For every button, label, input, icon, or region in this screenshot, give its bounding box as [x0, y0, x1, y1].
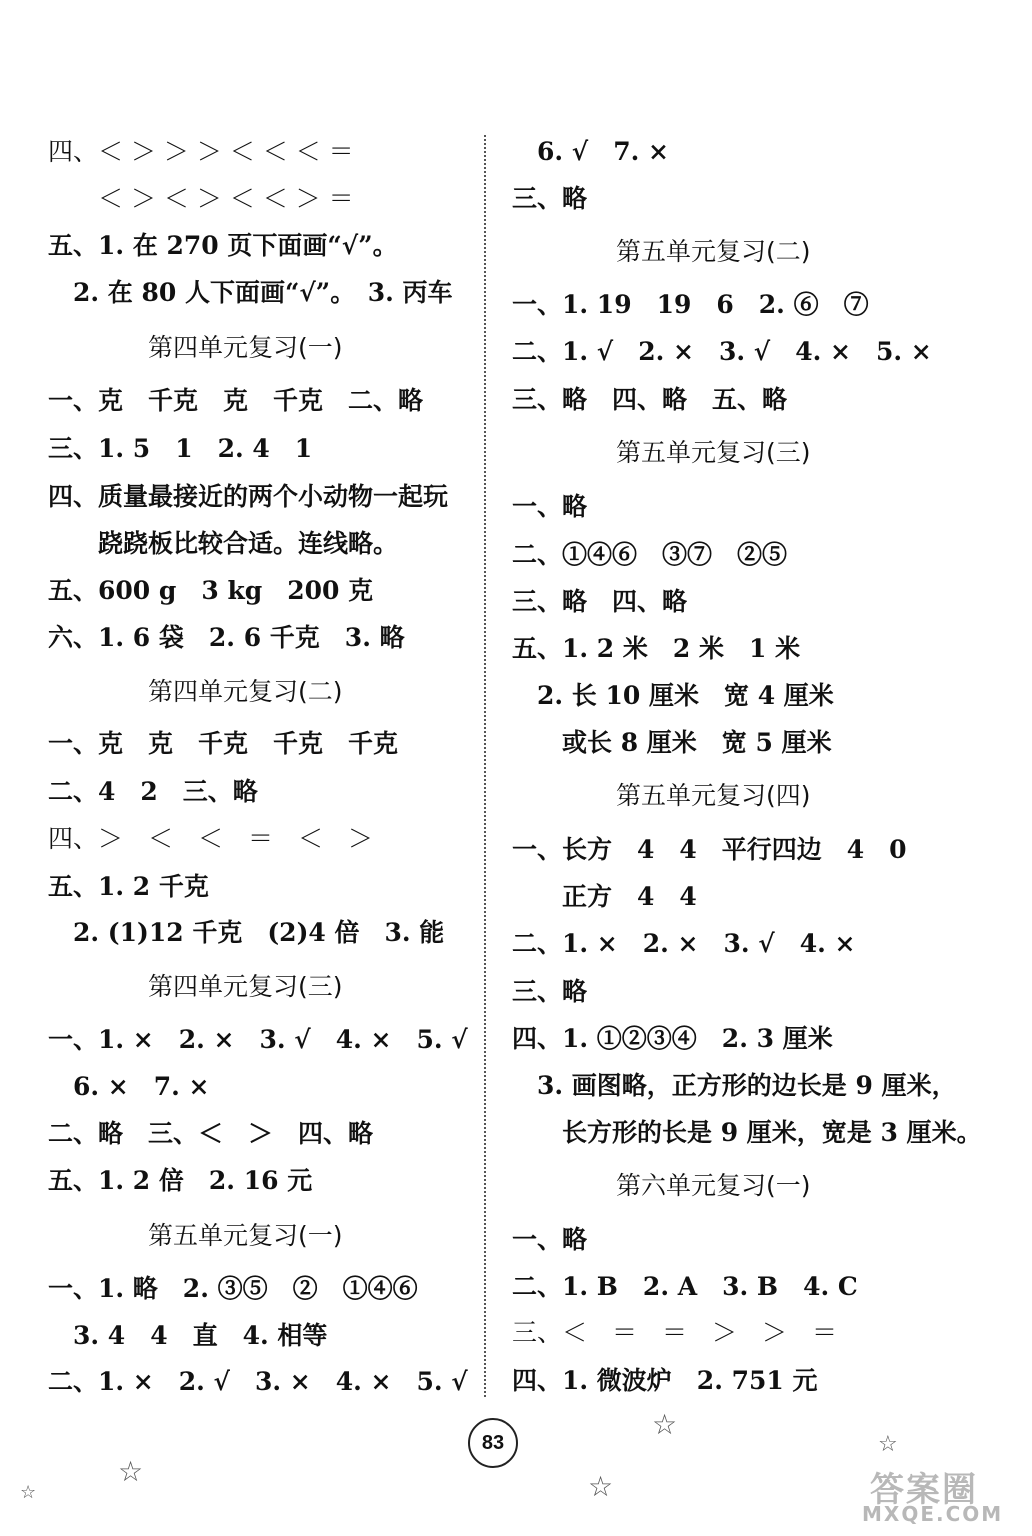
section-title: 第五单元复习(一): [148, 1221, 343, 1250]
answer-line: 五、1. 2 千克: [48, 872, 209, 901]
answer-line: 3. 画图略，正方形的边长是 9 厘米，: [512, 1071, 957, 1100]
answer-line: 一、略: [512, 1225, 588, 1254]
answer-line: 三、略 四、略 五、略: [512, 385, 788, 414]
answer-line: 长方形的长是 9 厘米，宽是 3 厘米。: [512, 1118, 982, 1147]
answer-line: 3. 4 4 直 4. 相等: [48, 1321, 328, 1350]
answer-line: 2. 在 80 人下面画“√”。 3. 丙车: [48, 278, 453, 307]
answer-line: 二、4 2 三、略: [48, 777, 258, 806]
answer-line: 二、①④⑥ ③⑦ ②⑤: [512, 540, 788, 569]
answer-line: 二、1. √ 2. × 3. √ 4. × 5. ×: [512, 337, 932, 366]
answer-line: 三、略: [512, 977, 588, 1006]
answer-line: 四、＞ ＜ ＜ ＝ ＜ ＞: [48, 824, 374, 853]
answer-line: 2. 长 10 厘米 宽 4 厘米: [512, 681, 834, 710]
answer-line: 四、＜ ＞ ＞ ＞ ＜ ＜ ＜ ＝: [48, 137, 354, 166]
answer-line: 跷跷板比较合适。连线略。: [48, 529, 399, 558]
answer-line: 五、1. 2 米 2 米 1 米: [512, 634, 801, 663]
answer-line: 一、略: [512, 492, 588, 521]
answer-line: 一、1. 19 19 6 2. ⑥ ⑦: [512, 290, 869, 319]
answer-line: 四、1. 微波炉 2. 751 元: [512, 1366, 818, 1395]
answer-line: 或长 8 厘米 宽 5 厘米: [512, 728, 832, 757]
answer-line: 一、克 千克 克 千克 二、略: [48, 386, 424, 415]
section-title: 第四单元复习(三): [148, 972, 343, 1001]
answer-line: 六、1. 6 袋 2. 6 千克 3. 略: [48, 623, 405, 652]
answer-line: 三、略: [512, 184, 588, 213]
section-title: 第四单元复习(一): [148, 333, 343, 362]
section-title: 第四单元复习(二): [148, 677, 343, 706]
watermark: [848, 1462, 1028, 1532]
answer-line: 三、1. 5 1 2. 4 1: [48, 434, 313, 463]
answer-line: 一、1. × 2. × 3. √ 4. × 5. √: [48, 1025, 468, 1054]
answer-line: 二、1. B 2. A 3. B 4. C: [512, 1272, 858, 1301]
answer-line: 二、略 三、＜ ＞ 四、略: [48, 1119, 374, 1148]
answer-line: 五、1. 在 270 页下面画“√”。: [48, 231, 398, 260]
section-title: 第五单元复习(二): [616, 237, 811, 266]
answer-line: 三、＜ ＝ ＝ ＞ ＞ ＝: [512, 1318, 838, 1347]
section-title: 第五单元复习(三): [616, 438, 811, 467]
answer-line: ＜ ＞ ＜ ＞ ＜ ＜ ＞ ＝: [48, 184, 354, 213]
watermark-url: MXQE.COM: [862, 1502, 1004, 1526]
answer-line: 五、1. 2 倍 2. 16 元: [48, 1166, 313, 1195]
section-title: 第五单元复习(四): [616, 781, 811, 810]
star-icon: ☆: [652, 1408, 678, 1441]
answer-line: 二、1. × 2. √ 3. × 4. × 5. √: [48, 1367, 468, 1396]
answer-line: 四、质量最接近的两个小动物一起玩: [48, 482, 449, 511]
answer-line: 正方 4 4: [512, 882, 697, 911]
answer-line: 6. √ 7. ×: [512, 137, 669, 166]
page-number: 83: [468, 1418, 518, 1468]
answer-line: 四、1. ①②③④ 2. 3 厘米: [512, 1024, 833, 1053]
answer-line: 五、600 g 3 kg 200 克: [48, 576, 374, 605]
answer-line: 二、1. × 2. × 3. √ 4. ×: [512, 929, 856, 958]
answer-line: 一、长方 4 4 平行四边 4 0: [512, 835, 907, 864]
answer-line: 三、略 四、略: [512, 587, 688, 616]
answer-line: 6. × 7. ×: [48, 1072, 210, 1101]
answer-line: 一、克 克 千克 千克 千克: [48, 729, 399, 758]
section-title: 第六单元复习(一): [616, 1171, 811, 1200]
column-divider: [484, 135, 486, 1397]
star-icon: ☆: [878, 1432, 898, 1457]
star-icon: ☆: [588, 1470, 614, 1503]
answer-line: 一、1. 略 2. ③⑤ ② ①④⑥: [48, 1274, 418, 1303]
watermark-logo-text: 答案圈: [870, 1470, 978, 1510]
answer-line: 2. (1)12 千克 (2)4 倍 3. 能: [48, 918, 445, 947]
star-icon: ☆: [20, 1482, 37, 1503]
star-icon: ☆: [118, 1455, 144, 1488]
